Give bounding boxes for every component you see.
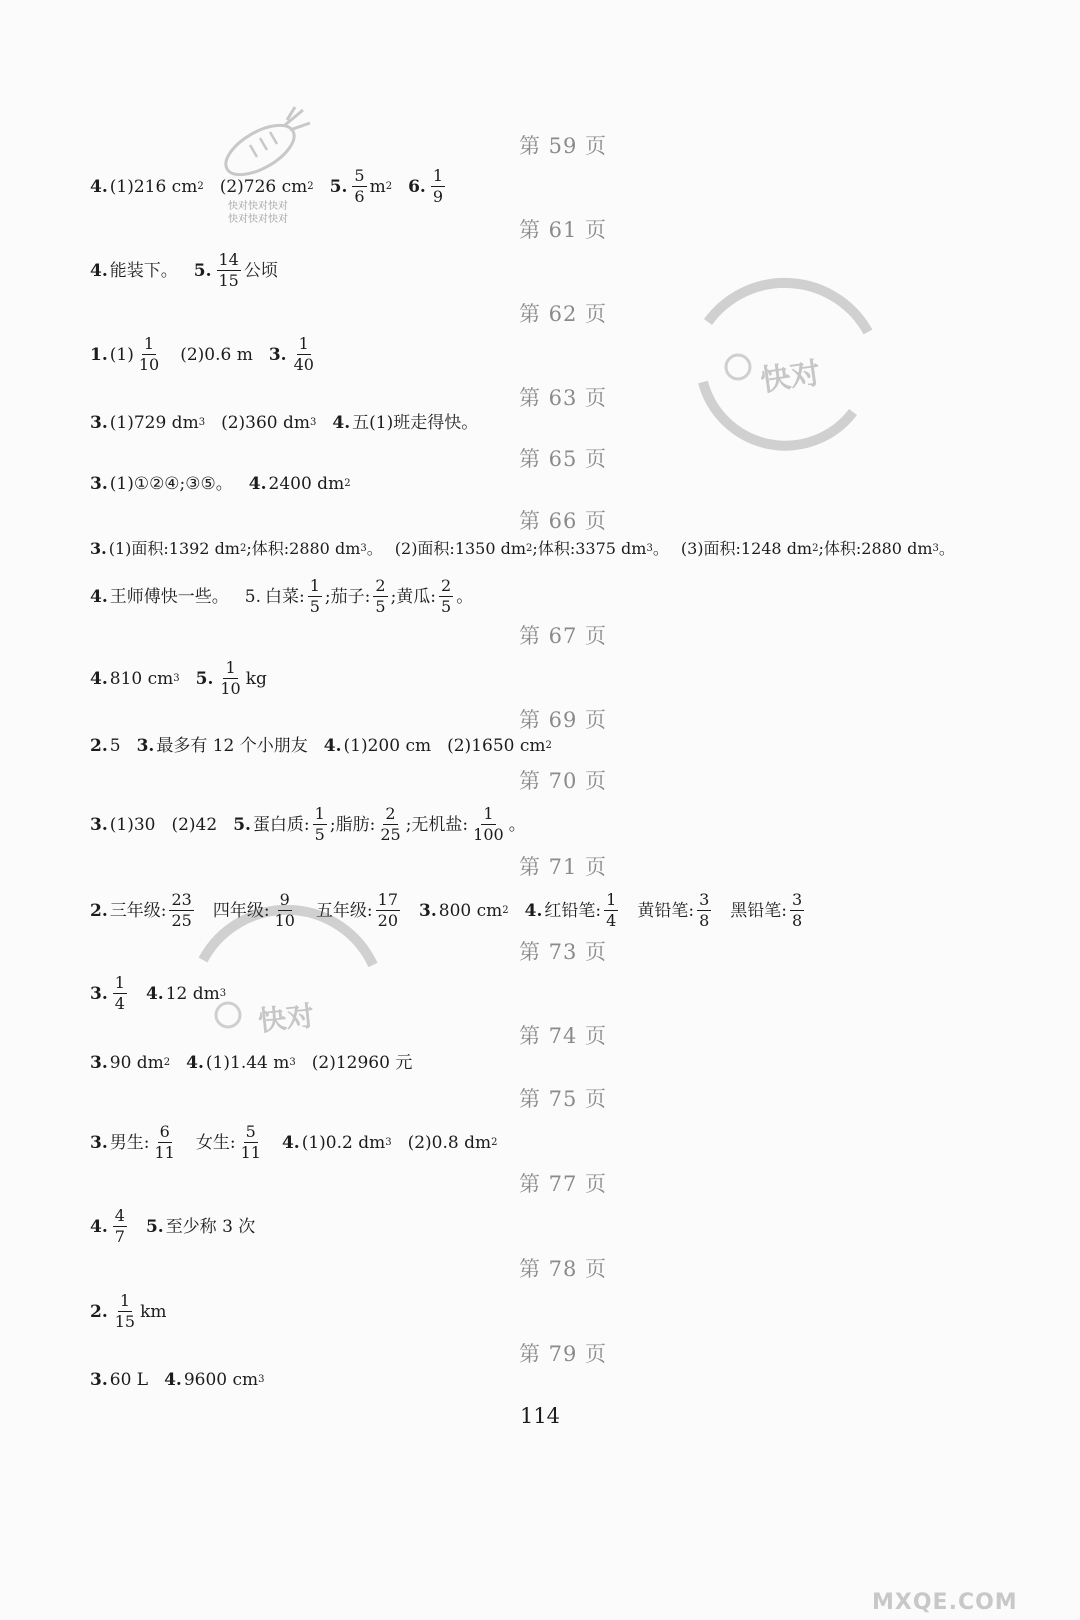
watermark-small-text: 快对快对快对 快对快对快对 — [228, 201, 288, 225]
q-number: 3. — [419, 900, 437, 921]
section-header: 第 79 页 — [518, 1342, 608, 1366]
q-number: 5. — [195, 668, 214, 689]
fraction: $\frac{1}{15}$ — [114, 1291, 136, 1331]
fraction: $\frac{1}{4}$ — [606, 890, 617, 930]
answer-text: (1)0.2 dm — [301, 1132, 386, 1153]
label: 黄铅笔: — [637, 900, 695, 921]
answer-text: (2)面积:1350 dm — [394, 539, 527, 558]
unit: m — [369, 176, 386, 197]
unit: 公顷 — [243, 260, 278, 281]
answer-text: 能装下。 — [109, 260, 178, 281]
label: 脂肪: — [335, 814, 376, 835]
separator: ; — [405, 814, 412, 835]
answer-line-p69: 2. 5 3. 最多有 12 个小朋友 4. (1)200 cm (2)1650 cm 2 — [90, 736, 552, 756]
q-number: 4. — [90, 586, 108, 607]
answer-line-p66b — [90, 578, 473, 615]
answer-text: 。 — [366, 539, 383, 558]
answer-text: (3)面积:1248 dm — [680, 539, 813, 558]
answer-text: ;体积:3375 dm — [532, 539, 647, 558]
answer-line-p66: 3. (1)面积:1392 dm 2 ;体积:2880 dm 3 。 (2)面积:1350 dm 2 ;体积:3375 dm 3 。 (3)面积:1248 dm 2 ;体积:2880 dm 3 。 — [90, 537, 955, 561]
page-number: 114 — [519, 1404, 561, 1428]
section-header: 第 73 页 — [518, 940, 608, 964]
q-number: 3. — [90, 983, 108, 1004]
label: 三年级: — [109, 900, 167, 921]
q-number: 3. — [90, 1132, 108, 1153]
fraction: $\frac{5}{11}$ — [240, 1122, 261, 1162]
answer-line-p59: 4. (1)216 cm 2 (2)726 cm 2 5. $\frac{5}{6}$ m 2 6. $\frac{1}{9}$ — [90, 166, 444, 206]
q-number: 3. — [90, 474, 108, 494]
answer-text: 60 L — [109, 1370, 149, 1390]
q-number: 5. — [145, 1216, 164, 1237]
section-header: 第 69 页 — [518, 708, 608, 732]
q-number: 5. — [244, 586, 261, 607]
q-number: 3. — [268, 344, 287, 365]
period: 。 — [456, 586, 474, 607]
separator: ; — [324, 586, 331, 607]
label: 男生: — [109, 1132, 150, 1153]
answer-text: ;体积:2880 dm — [246, 539, 361, 558]
answer-text: (2)42 — [171, 814, 218, 835]
answer-text: 2400 dm — [268, 474, 345, 494]
fraction: $\frac{1}{100}$ — [473, 804, 504, 844]
section-header: 第 75 页 — [518, 1087, 608, 1111]
section-header: 第 71 页 — [518, 855, 608, 879]
answer-text: (2)0.8 dm — [407, 1132, 492, 1153]
q-number: 4. — [90, 260, 108, 281]
fraction: $\frac{1}{5}$ — [314, 804, 325, 844]
answer-line-p67: 4. 810 cm 3 5. $\frac{1}{10}$ kg — [90, 658, 267, 698]
label: 黄瓜: — [396, 586, 437, 607]
q-number: 3. — [136, 736, 155, 756]
label: 蛋白质: — [252, 814, 310, 835]
fraction: $\frac{23}{25}$ — [171, 890, 192, 930]
label: 五年级: — [315, 900, 373, 921]
fraction: $\frac{1}{5}$ — [309, 576, 320, 616]
fraction: $\frac{2}{25}$ — [380, 804, 401, 844]
q-number: 4. — [186, 1053, 204, 1073]
q-number: 4. — [281, 1132, 300, 1153]
q-number: 3. — [90, 814, 108, 835]
section-header: 第 66 页 — [518, 509, 608, 533]
section-header: 第 62 页 — [518, 302, 608, 326]
section-header: 第 67 页 — [518, 624, 608, 648]
answer-text: 。 — [652, 539, 669, 558]
label: 黑铅笔: — [730, 900, 787, 921]
separator: ; — [390, 586, 397, 607]
answer-text: 810 cm — [109, 668, 174, 689]
answer-text: (2)12960 元 — [311, 1053, 413, 1073]
q-number: 6. — [408, 176, 426, 197]
answer-line-p70 — [90, 806, 526, 843]
fraction: $\frac{1}{10}$ — [220, 658, 241, 698]
label: 白菜: — [264, 586, 305, 607]
fraction: $\frac{2}{5}$ — [441, 576, 452, 616]
fraction: $\frac{1}{9}$ — [432, 166, 444, 206]
separator: ; — [329, 814, 336, 835]
q-number: 4. — [323, 736, 342, 756]
section-header: 第 61 页 — [518, 218, 608, 242]
q-number: 5. — [193, 260, 212, 281]
answer-text: (1)30 — [109, 814, 156, 835]
answer-text: 9600 cm — [183, 1370, 259, 1390]
watermark-stamp-text-2: 快对 — [256, 999, 316, 1038]
fraction: $\frac{4}{7}$ — [114, 1206, 125, 1246]
q-number: 5. — [233, 814, 251, 835]
fraction: $\frac{9}{10}$ — [274, 890, 295, 930]
q-number: 4. — [248, 474, 267, 494]
answer-text: (2)726 cm — [219, 176, 308, 197]
answer-text: (1) — [109, 344, 134, 365]
fraction: $\frac{1}{4}$ — [114, 973, 125, 1013]
watermark-stamp-1 — [678, 262, 888, 472]
section-header: 第 59 页 — [518, 134, 608, 158]
answer-text: 。 — [938, 539, 955, 558]
answer-text: 90 dm — [109, 1053, 164, 1073]
fraction: $\frac{14}{15}$ — [218, 250, 239, 290]
q-number: 1. — [90, 344, 108, 365]
fraction: $\frac{5}{6}$ — [354, 166, 365, 206]
answer-line-p63: 3. (1)729 dm 3 (2)360 dm 3 4. 五(1)班走得快。 — [90, 413, 479, 433]
label: 无机盐: — [411, 814, 469, 835]
answer-text: (1)①②④;③⑤。 — [109, 474, 233, 494]
answer-text: 最多有 12 个小朋友 — [156, 736, 308, 756]
q-number: 3. — [90, 1370, 108, 1390]
section-header: 第 78 页 — [518, 1257, 608, 1281]
q-number: 4. — [164, 1370, 182, 1390]
q-number: 4. — [145, 983, 164, 1004]
fraction: $\frac{1}{10}$ — [138, 334, 160, 374]
unit: km — [140, 1301, 167, 1322]
answer-text: 5 — [109, 736, 121, 756]
answer-text: (1)面积:1392 dm — [108, 539, 240, 558]
q-number: 4. — [524, 900, 543, 921]
q-number: 4. — [90, 1216, 108, 1237]
watermark-stamp-text-1: 快对 — [758, 355, 823, 399]
unit: kg — [245, 668, 267, 689]
answer-text: (1)729 dm — [109, 413, 199, 433]
q-number: 3. — [90, 1053, 108, 1073]
q-number: 3. — [90, 539, 107, 558]
answer-line-p78 — [90, 1293, 167, 1330]
fraction: $\frac{17}{20}$ — [377, 890, 399, 930]
answer-line-p65: 3. (1)①②④;③⑤。 4. 2400 dm 2 — [90, 474, 351, 494]
q-number: 2. — [90, 736, 108, 756]
q-number: 4. — [90, 668, 108, 689]
answer-text: 12 dm — [165, 983, 220, 1004]
section-header: 第 77 页 — [518, 1172, 608, 1196]
answer-text: (2)1650 cm — [447, 736, 546, 756]
answer-line-p62 — [90, 336, 319, 373]
answer-text: 王师傅快一些。 — [109, 586, 229, 607]
answer-text: (1)1.44 m — [205, 1053, 290, 1073]
answer-line-p77 — [90, 1208, 255, 1245]
answer-line-p61 — [90, 252, 278, 289]
corner-watermark: MXQE.COM — [872, 1590, 1018, 1615]
answer-line-p71: 2. 三年级: $\frac{23}{25}$ 四年级: $\frac{9}{10}$ 五年级: $\frac{17}{20}$ 3. 800 cm 2 4. 红铅笔: $\frac{1}{4}$ 黄铅笔: $\frac{3}{8}$ 黑铅笔: $\frac{3}{8}$ — [90, 890, 803, 930]
answer-text: (1)216 cm — [109, 176, 198, 197]
section-header: 第 74 页 — [518, 1024, 608, 1048]
answer-text: ;体积:2880 dm — [818, 539, 933, 558]
section-header: 第 65 页 — [518, 447, 608, 471]
q-number: 4. — [332, 413, 351, 433]
q-number: 2. — [90, 1301, 108, 1322]
q-number: 3. — [90, 413, 108, 433]
answer-line-p74: 3. 90 dm 2 4. (1)1.44 m 3 (2)12960 元 — [90, 1053, 413, 1073]
section-header: 第 70 页 — [518, 769, 608, 793]
answer-line-p73: 3. $\frac{1}{4}$ 4. 12 dm 3 — [90, 973, 227, 1013]
answer-text: (2)0.6 m — [180, 344, 253, 365]
fraction: $\frac{3}{8}$ — [699, 890, 710, 930]
answer-line-p79: 3. 60 L 4. 9600 cm 3 — [90, 1370, 265, 1390]
q-number: 4. — [90, 176, 108, 197]
answer-text: 五(1)班走得快。 — [352, 413, 479, 433]
fraction: $\frac{1}{40}$ — [293, 334, 314, 374]
answer-text: (2)360 dm — [221, 413, 310, 433]
label: 茄子: — [330, 586, 371, 607]
q-number: 5. — [329, 176, 348, 197]
fraction: $\frac{6}{11}$ — [154, 1122, 175, 1162]
label: 红铅笔: — [544, 900, 602, 921]
answer-text: (1)200 cm — [343, 736, 432, 756]
answer-text: 至少称 3 次 — [165, 1216, 256, 1237]
label: 四年级: — [212, 900, 270, 921]
period: 。 — [508, 814, 526, 835]
label: 女生: — [195, 1132, 236, 1153]
answer-text: 800 cm — [438, 900, 503, 921]
q-number: 2. — [90, 900, 108, 921]
fraction: $\frac{2}{5}$ — [375, 576, 386, 616]
answer-line-p75: 3. 男生: $\frac{6}{11}$ 女生: $\frac{5}{11}$ 4. (1)0.2 dm 3 (2)0.8 dm 2 — [90, 1122, 498, 1162]
section-header: 第 63 页 — [518, 386, 608, 410]
fraction: $\frac{3}{8}$ — [791, 890, 803, 930]
